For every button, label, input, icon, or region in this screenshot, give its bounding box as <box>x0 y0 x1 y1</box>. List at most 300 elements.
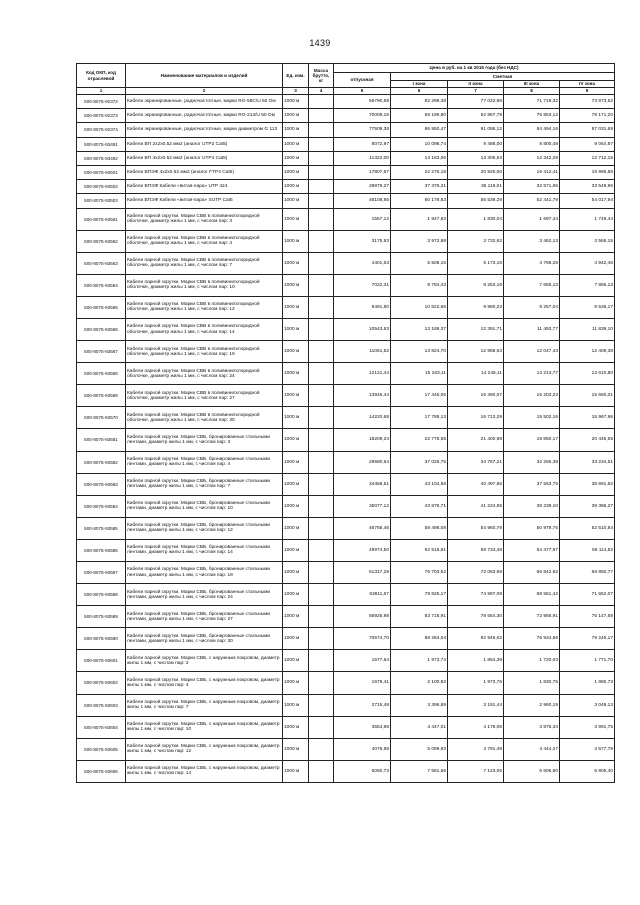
release-price-cell: 35077,12 <box>334 495 391 517</box>
zone-3-price-cell: 69 561,42 <box>504 584 560 606</box>
name-cell: Кабели ВП 4x2x0.52 мм2 (аналог UTP4 Cat5) <box>126 151 283 165</box>
unit-cell: 1000 м <box>283 716 309 738</box>
column-number: 6 <box>391 88 448 95</box>
zone-2-price-cell: 78 654,30 <box>448 606 504 628</box>
zone-4-price-cell: 19 995,88 <box>560 165 615 179</box>
zone-4-price-cell: 79 245,17 <box>560 628 615 650</box>
mass-cell <box>309 760 334 782</box>
unit-cell: 1000 м <box>283 760 309 782</box>
unit-cell: 1000 м <box>283 517 309 539</box>
zone-1-price-cell: 86 950,47 <box>391 123 448 137</box>
table-row <box>77 539 615 561</box>
zone-4-price-cell: 1 885,73 <box>560 672 615 694</box>
zone-1-price-cell: 14 163,06 <box>391 151 448 165</box>
unit-cell: 1000 м <box>283 650 309 672</box>
zone-4-price-cell: 3 991,75 <box>560 716 615 738</box>
name-cell: Кабели парной скрутки. Марки СВВ в поливинилхлоридной оболочке, диаметр жилы 1 мм, с числом пар: 27 <box>126 385 283 407</box>
zone-1-price-cell: 13 189,37 <box>391 318 448 340</box>
header-name: Наименование материалов и изделий <box>126 64 283 88</box>
name-cell: Кабели парной скрутки. Марки СВВ в поливинилхлоридной оболочке, диаметр жилы 1 мм, с числом пар: 4 <box>126 230 283 252</box>
mass-cell <box>309 429 334 451</box>
unit-cell: 1000 м <box>283 672 309 694</box>
code-cell: 500-8075-93588 <box>77 584 126 606</box>
table-row <box>77 650 615 672</box>
mass-cell <box>309 628 334 650</box>
code-cell: 500-8075-93604 <box>77 716 126 738</box>
zone-2-price-cell: 35 116,01 <box>448 180 504 194</box>
mass-cell <box>309 672 334 694</box>
zone-2-price-cell: 82 946,02 <box>448 628 504 650</box>
zone-2-price-cell: 74 997,09 <box>448 584 504 606</box>
zone-2-price-cell: 16 390,07 <box>448 385 504 407</box>
name-cell: Кабели парной скрутки. Марки СВВ в поливинилхлоридной оболочке, диаметр жилы 1 мм, с числом пар: 10 <box>126 274 283 296</box>
zone-1-price-cell: 79 825,17 <box>391 584 448 606</box>
zone-2-price-cell: 13 306,53 <box>448 151 504 165</box>
release-price-cell: 14220,68 <box>334 407 391 429</box>
mass-cell <box>309 252 334 274</box>
unit-cell: 1000 м <box>283 628 309 650</box>
zone-3-price-cell: 1 830,75 <box>504 672 560 694</box>
unit-cell: 1000 м <box>283 137 309 151</box>
zone-4-price-cell: 33 234,51 <box>560 451 615 473</box>
table-row <box>77 495 615 517</box>
table-row <box>77 606 615 628</box>
zone-2-price-cell: 12 391,71 <box>448 318 504 340</box>
zone-4-price-cell: 87 031,69 <box>560 123 615 137</box>
mass-cell <box>309 451 334 473</box>
zone-1-price-cell: 22 276,18 <box>391 165 448 179</box>
table-body <box>77 95 615 783</box>
code-cell: 500-8075-93568 <box>77 363 126 385</box>
zone-3-price-cell: 15 203,23 <box>504 385 560 407</box>
code-cell: 500-8075-93590 <box>77 628 126 650</box>
code-cell: 500-8075-93570 <box>77 407 126 429</box>
zone-4-price-cell: 4 577,79 <box>560 738 615 760</box>
unit-cell: 1000 м <box>283 252 309 274</box>
zone-4-price-cell: 38 691,92 <box>560 473 615 495</box>
zone-1-price-cell: 13 824,70 <box>391 341 448 363</box>
header-release-price: отпускная <box>334 73 391 88</box>
zone-2-price-cell: 52 867,78 <box>448 109 504 123</box>
unit-cell: 1000 м <box>283 274 309 296</box>
name-cell: Кабели парной скрутки. Марки СВБ, с наружным покровом, диаметр жилы 1 мм, с числом пар: 10 <box>126 716 283 738</box>
zone-4-price-cell: 68 850,77 <box>560 562 615 584</box>
table-row <box>77 451 615 473</box>
code-cell: 500-8075-93586 <box>77 539 126 561</box>
mass-cell <box>309 495 334 517</box>
unit-cell: 1000 м <box>283 95 309 109</box>
zone-2-price-cell: 56 539,29 <box>448 194 504 208</box>
zone-2-price-cell: 54 960,78 <box>448 517 504 539</box>
release-price-cell: 12121,44 <box>334 363 391 385</box>
release-price-cell: 4076,88 <box>334 738 391 760</box>
zone-3-price-cell: 32 266,38 <box>504 451 560 473</box>
mass-cell <box>309 385 334 407</box>
zone-1-price-cell: 10 622,66 <box>391 296 448 318</box>
mass-cell <box>309 194 334 208</box>
header-zone-2: II зона <box>448 81 504 88</box>
code-cell: 500-8075-93564 <box>77 274 126 296</box>
zone-4-price-cell: 78 171,20 <box>560 109 615 123</box>
name-cell: Кабели парной скрутки. Марки СВВ в поливинилхлоридной оболочке, диаметр жилы 1 мм, с числом пар: 19 <box>126 341 283 363</box>
zone-2-price-cell: 77 022,98 <box>448 95 504 109</box>
code-cell: 500-8075-93491 <box>77 137 126 151</box>
unit-cell: 1000 м <box>283 584 309 606</box>
unit-cell: 1000 м <box>283 451 309 473</box>
zone-4-price-cell: 15 660,01 <box>560 385 615 407</box>
zone-1-price-cell: 5 099,93 <box>391 738 448 760</box>
zone-2-price-cell: 8 253,19 <box>448 274 504 296</box>
unit-cell: 1000 м <box>283 385 309 407</box>
release-price-cell: 29879,27 <box>334 180 391 194</box>
zone-4-price-cell: 4 942,46 <box>560 252 615 274</box>
unit-cell: 1000 м <box>283 318 309 340</box>
zone-2-price-cell: 4 791,49 <box>448 738 504 760</box>
code-cell: 500-8075-93589 <box>77 606 126 628</box>
zone-3-price-cell: 38 239,10 <box>504 495 560 517</box>
release-price-cell: 11322,00 <box>334 151 391 165</box>
name-cell: Кабели ВП 2x2x0.52 мм2 (аналог UTP2 Cat5) <box>126 137 283 151</box>
mass-cell <box>309 407 334 429</box>
zone-3-price-cell: 52 441,79 <box>504 194 560 208</box>
table-row <box>77 208 615 230</box>
release-price-cell: 49974,50 <box>334 539 391 561</box>
name-cell: Кабели парной скрутки. Марки СВБ, с наружным покровом, диаметр жилы 1 мм, с числом пар: 7 <box>126 694 283 716</box>
zone-4-price-cell: 52 510,84 <box>560 517 615 539</box>
unit-cell: 1000 м <box>283 495 309 517</box>
release-price-cell: 63811,67 <box>334 584 391 606</box>
zone-2-price-cell: 40 497,85 <box>448 473 504 495</box>
code-cell: 500-8075-93569 <box>77 385 126 407</box>
zone-2-price-cell: 72 063,69 <box>448 562 504 584</box>
unit-cell: 1000 м <box>283 539 309 561</box>
zone-1-price-cell: 2 100,82 <box>391 672 448 694</box>
mass-cell <box>309 341 334 363</box>
header-code: Код ОКП, код отраслевой <box>77 64 126 88</box>
release-price-cell: 17807,67 <box>334 165 391 179</box>
code-cell: 500-8075-93585 <box>77 517 126 539</box>
table-row <box>77 385 615 407</box>
table-row <box>77 95 615 109</box>
zone-1-price-cell: 3 396,89 <box>391 694 448 716</box>
code-cell: 500-8075-93562 <box>77 230 126 252</box>
table-header <box>77 64 615 95</box>
name-cell: Кабели парной скрутки. Марки СВБ, бронированные стальными лентами, диаметр жилы 1 мм, с числом пар: 4 <box>126 451 283 473</box>
release-price-cell: 8072,97 <box>334 137 391 151</box>
zone-4-price-cell: 73 873,52 <box>560 95 615 109</box>
mass-cell <box>309 694 334 716</box>
table-row <box>77 517 615 539</box>
release-price-cell: 3175,93 <box>334 230 391 252</box>
zone-4-price-cell: 71 652,07 <box>560 584 615 606</box>
zone-3-price-cell: 7 655,13 <box>504 274 560 296</box>
unit-cell: 1000 м <box>283 606 309 628</box>
zone-2-price-cell: 1 830,04 <box>448 208 504 230</box>
code-cell: 500-8075-93566 <box>77 318 126 340</box>
unit-cell: 1000 м <box>283 407 309 429</box>
unit-cell: 1000 м <box>283 562 309 584</box>
mass-cell <box>309 562 334 584</box>
mass-cell <box>309 109 334 123</box>
table-row <box>77 151 615 165</box>
zone-2-price-cell: 7 123,05 <box>448 760 504 782</box>
page-number: 1439 <box>309 38 331 48</box>
zone-4-price-cell: 15 967,96 <box>560 407 615 429</box>
zone-2-price-cell: 5 173,16 <box>448 252 504 274</box>
mass-cell <box>309 274 334 296</box>
release-price-cell: 70574,70 <box>334 628 391 650</box>
mass-cell <box>309 738 334 760</box>
code-cell: 500-8075-93492 <box>77 151 126 165</box>
mass-cell <box>309 296 334 318</box>
zone-1-price-cell: 22 778,55 <box>391 429 448 451</box>
code-cell: 500-8075-92374 <box>77 123 126 137</box>
name-cell: Кабели экранированные, радиочастотные, марки RG-58C/U 50 Ом <box>126 95 283 109</box>
unit-cell: 1000 м <box>283 208 309 230</box>
table-row <box>77 252 615 274</box>
name-cell: Кабели парной скрутки. Марки СВБ, бронированные стальными лентами, диаметр жилы 1 мм, с числом пар: 30 <box>126 628 283 650</box>
table-row <box>77 694 615 716</box>
release-price-cell: 1577,64 <box>334 650 391 672</box>
price-table <box>76 63 615 783</box>
zone-2-price-cell: 3 191,44 <box>448 694 504 716</box>
name-cell: Кабели парной скрутки. Марки СВБ, с наружным покровом, диаметр жилы 1 мм, с числом пар: 4 <box>126 672 283 694</box>
zone-4-price-cell: 39 386,27 <box>560 495 615 517</box>
zone-1-price-cell: 37 026,75 <box>391 451 448 473</box>
zone-3-price-cell: 19 850,17 <box>504 429 560 451</box>
zone-4-price-cell: 1 748,44 <box>560 208 615 230</box>
mass-cell <box>309 716 334 738</box>
name-cell: Кабели парной скрутки. Марки СВБ, бронированные стальными лентами, диаметр жилы 1 мм, с числом пар: 12 <box>126 517 283 539</box>
name-cell: Кабели парной скрутки. Марки СВБ, с наружным покровом, диаметр жилы 1 мм, с числом пар: 12 <box>126 738 283 760</box>
code-cell: 500-8075-93502 <box>77 180 126 194</box>
code-cell: 500-8075-93605 <box>77 738 126 760</box>
name-cell: Кабели экранированные, радиочастотные, марки диаметром G 113 <box>126 123 283 137</box>
table-row <box>77 230 615 252</box>
table-row <box>77 672 615 694</box>
name-cell: Кабели парной скрутки. Марки СВБ, бронированные стальными лентами, диаметр жилы 1 мм, с числом пар: 10 <box>126 495 283 517</box>
zone-3-price-cell: 37 563,75 <box>504 473 560 495</box>
zone-4-price-cell: 1 771,70 <box>560 650 615 672</box>
name-cell: Кабели парной скрутки. Марки СВБ, бронированные стальными лентами, диаметр жилы 1 мм, с числом пар: 3 <box>126 429 283 451</box>
zone-4-price-cell: 33 549,96 <box>560 180 615 194</box>
name-cell: Кабели парной скрутки. Марки СВБ, бронированные стальными лентами, диаметр жилы 1 мм, с числом пар: 19 <box>126 562 283 584</box>
release-price-cell: 18209,24 <box>334 429 391 451</box>
mass-cell <box>309 584 334 606</box>
code-cell: 500-8075-93503 <box>77 194 126 208</box>
zone-3-price-cell: 4 444,27 <box>504 738 560 760</box>
column-number: 1 <box>77 88 126 95</box>
zone-3-price-cell: 84 494,16 <box>504 123 560 137</box>
zone-1-price-cell: 43 879,71 <box>391 495 448 517</box>
code-cell: 500-8075-93584 <box>77 495 126 517</box>
zone-3-price-cell: 1 697,44 <box>504 208 560 230</box>
zone-4-price-cell: 12 409,38 <box>560 341 615 363</box>
name-cell: Кабели ВПЭФ Кабели «витая-пара» SUTP Cat5 <box>126 194 283 208</box>
mass-cell <box>309 517 334 539</box>
zone-4-price-cell: 13 610,80 <box>560 363 615 385</box>
zone-3-price-cell: 13 213,77 <box>504 363 560 385</box>
zone-3-price-cell: 12 047,43 <box>504 341 560 363</box>
table-row <box>77 562 615 584</box>
unit-cell: 1000 м <box>283 694 309 716</box>
zone-1-price-cell: 37 376,31 <box>391 180 448 194</box>
release-price-cell: 29580,64 <box>334 451 391 473</box>
zone-2-price-cell: 3 732,62 <box>448 230 504 252</box>
zone-1-price-cell: 43 104,58 <box>391 473 448 495</box>
header-price-group: Цена в руб. на 1 кв 2015 года (без НДС) <box>334 64 615 73</box>
zone-3-price-cell: 3 462,13 <box>504 230 560 252</box>
zone-4-price-cell: 75 147,59 <box>560 606 615 628</box>
zone-4-price-cell: 11 839,10 <box>560 318 615 340</box>
unit-cell: 1000 м <box>283 151 309 165</box>
zone-3-price-cell: 6 606,60 <box>504 760 560 782</box>
zone-1-price-cell: 76 703,52 <box>391 562 448 584</box>
zone-3-price-cell: 11 493,77 <box>504 318 560 340</box>
zone-3-price-cell: 2 960,19 <box>504 694 560 716</box>
table-row <box>77 341 615 363</box>
mass-cell <box>309 363 334 385</box>
release-price-cell: 48108,85 <box>334 194 391 208</box>
unit-cell: 1000 м <box>283 363 309 385</box>
zone-3-price-cell: 8 800,48 <box>504 137 560 151</box>
mass-cell <box>309 151 334 165</box>
zone-2-price-cell: 9 488,00 <box>448 137 504 151</box>
zone-2-price-cell: 16 713,29 <box>448 407 504 429</box>
column-number: 4 <box>309 88 334 95</box>
mass-cell <box>309 606 334 628</box>
code-cell: 500-8075-93582 <box>77 451 126 473</box>
unit-cell: 1000 м <box>283 230 309 252</box>
release-price-cell: 2715,48 <box>334 694 391 716</box>
zone-4-price-cell: 20 446,59 <box>560 429 615 451</box>
table-row <box>77 473 615 495</box>
code-cell: 500-8075-93563 <box>77 252 126 274</box>
zone-4-price-cell: 7 885,13 <box>560 274 615 296</box>
table-row <box>77 123 615 137</box>
zone-4-price-cell: 12 712,15 <box>560 151 615 165</box>
name-cell: Кабели ВПЭФ 4x2x0.52 мм2 (аналог FTP4 Cat5) <box>126 165 283 179</box>
unit-cell: 1000 м <box>283 165 309 179</box>
release-price-cell: 8491,80 <box>334 296 391 318</box>
code-cell: 500-8075-93583 <box>77 473 126 495</box>
mass-cell <box>309 473 334 495</box>
mass-cell <box>309 137 334 151</box>
table-row <box>77 137 615 151</box>
name-cell: Кабели парной скрутки. Марки СВБ, бронированные стальными лентами, диаметр жилы 1 мм, с числом пар: 24 <box>126 584 283 606</box>
zone-1-price-cell: 4 447,01 <box>391 716 448 738</box>
zone-4-price-cell: 9 535,17 <box>560 296 615 318</box>
table-row <box>77 584 615 606</box>
header-unit: Ед. изм. <box>283 64 309 88</box>
code-cell: 500-8075-92372 <box>77 95 126 109</box>
unit-cell: 1000 м <box>283 194 309 208</box>
zone-1-price-cell: 88 284,04 <box>391 628 448 650</box>
mass-cell <box>309 230 334 252</box>
table-row <box>77 180 615 194</box>
table-row <box>77 738 615 760</box>
header-zone-4: IV зона <box>560 81 615 88</box>
zone-3-price-cell: 71 719,32 <box>504 95 560 109</box>
zone-2-price-cell: 1 973,76 <box>448 672 504 694</box>
table-row <box>77 716 615 738</box>
table-row <box>77 318 615 340</box>
zone-3-price-cell: 19 412,41 <box>504 165 560 179</box>
zone-1-price-cell: 58 498,08 <box>391 517 448 539</box>
zone-1-price-cell: 7 581,56 <box>391 760 448 782</box>
name-cell: Кабели парной скрутки. Марки СВБ, бронированные стальными лентами, диаметр жилы 1 мм, с числом пар: 27 <box>126 606 283 628</box>
zone-1-price-cell: 8 784,43 <box>391 274 448 296</box>
table-row <box>77 628 615 650</box>
zone-2-price-cell: 14 246,11 <box>448 363 504 385</box>
zone-1-price-cell: 15 163,11 <box>391 363 448 385</box>
release-price-cell: 3554,98 <box>334 716 391 738</box>
release-price-cell: 66925,98 <box>334 606 391 628</box>
name-cell: Кабели парной скрутки. Марки СВВ в поливинилхлоридной оболочке, диаметр жилы 1 мм, с числом пар: 24 <box>126 363 283 385</box>
zone-3-price-cell: 72 956,91 <box>504 606 560 628</box>
release-price-cell: 13945,44 <box>334 385 391 407</box>
column-number: 8 <box>504 88 560 95</box>
zone-1-price-cell: 1 947,83 <box>391 208 448 230</box>
zone-3-price-cell: 3 875,34 <box>504 716 560 738</box>
unit-cell: 1000 м <box>283 180 309 194</box>
mass-cell <box>309 165 334 179</box>
zone-3-price-cell: 76 853,12 <box>504 109 560 123</box>
mass-cell <box>309 95 334 109</box>
release-price-cell: 10543,63 <box>334 318 391 340</box>
mass-cell <box>309 650 334 672</box>
name-cell: Кабели парной скрутки. Марки СВБ, бронированные стальными лентами, диаметр жилы 1 мм, с числом пар: 14 <box>126 539 283 561</box>
zone-3-price-cell: 32 571,65 <box>504 180 560 194</box>
unit-cell: 1000 м <box>283 738 309 760</box>
unit-cell: 1000 м <box>283 473 309 495</box>
zone-4-price-cell: 9 064,87 <box>560 137 615 151</box>
zone-4-price-cell: 56 114,52 <box>560 539 615 561</box>
mass-cell <box>309 208 334 230</box>
zone-3-price-cell: 12 342,28 <box>504 151 560 165</box>
release-price-cell: 11051,52 <box>334 341 391 363</box>
release-price-cell: 56790,58 <box>334 95 391 109</box>
zone-2-price-cell: 9 980,23 <box>448 296 504 318</box>
code-cell: 500-8075-93606 <box>77 760 126 782</box>
code-cell: 500-8075-93501 <box>77 165 126 179</box>
release-price-cell: 61317,29 <box>334 562 391 584</box>
table-row <box>77 407 615 429</box>
release-price-cell: 6060,73 <box>334 760 391 782</box>
table-row <box>77 165 615 179</box>
header-zone-1: I зона <box>391 81 448 88</box>
zone-1-price-cell: 3 972,88 <box>391 230 448 252</box>
zone-1-price-cell: 17 445,05 <box>391 385 448 407</box>
code-cell: 500-8075-93561 <box>77 208 126 230</box>
zone-2-price-cell: 12 988,63 <box>448 341 504 363</box>
release-price-cell: 46768,46 <box>334 517 391 539</box>
mass-cell <box>309 539 334 561</box>
zone-1-price-cell: 10 098,74 <box>391 137 448 151</box>
release-price-cell: 1557,12 <box>334 208 391 230</box>
column-number: 3 <box>283 88 309 95</box>
table-row <box>77 274 615 296</box>
zone-3-price-cell: 54 477,97 <box>504 539 560 561</box>
code-cell: 500-8075-93587 <box>77 562 126 584</box>
unit-cell: 1000 м <box>283 296 309 318</box>
name-cell: Кабели парной скрутки. Марки СВБ, с наружным покровом, диаметр жилы 1 мм, с числом пар: 3 <box>126 650 283 672</box>
code-cell: 500-8075-93602 <box>77 672 126 694</box>
zone-4-price-cell: 54 017,94 <box>560 194 615 208</box>
mass-cell <box>309 318 334 340</box>
zone-3-price-cell: 66 842,92 <box>504 562 560 584</box>
column-number: 5 <box>334 88 391 95</box>
